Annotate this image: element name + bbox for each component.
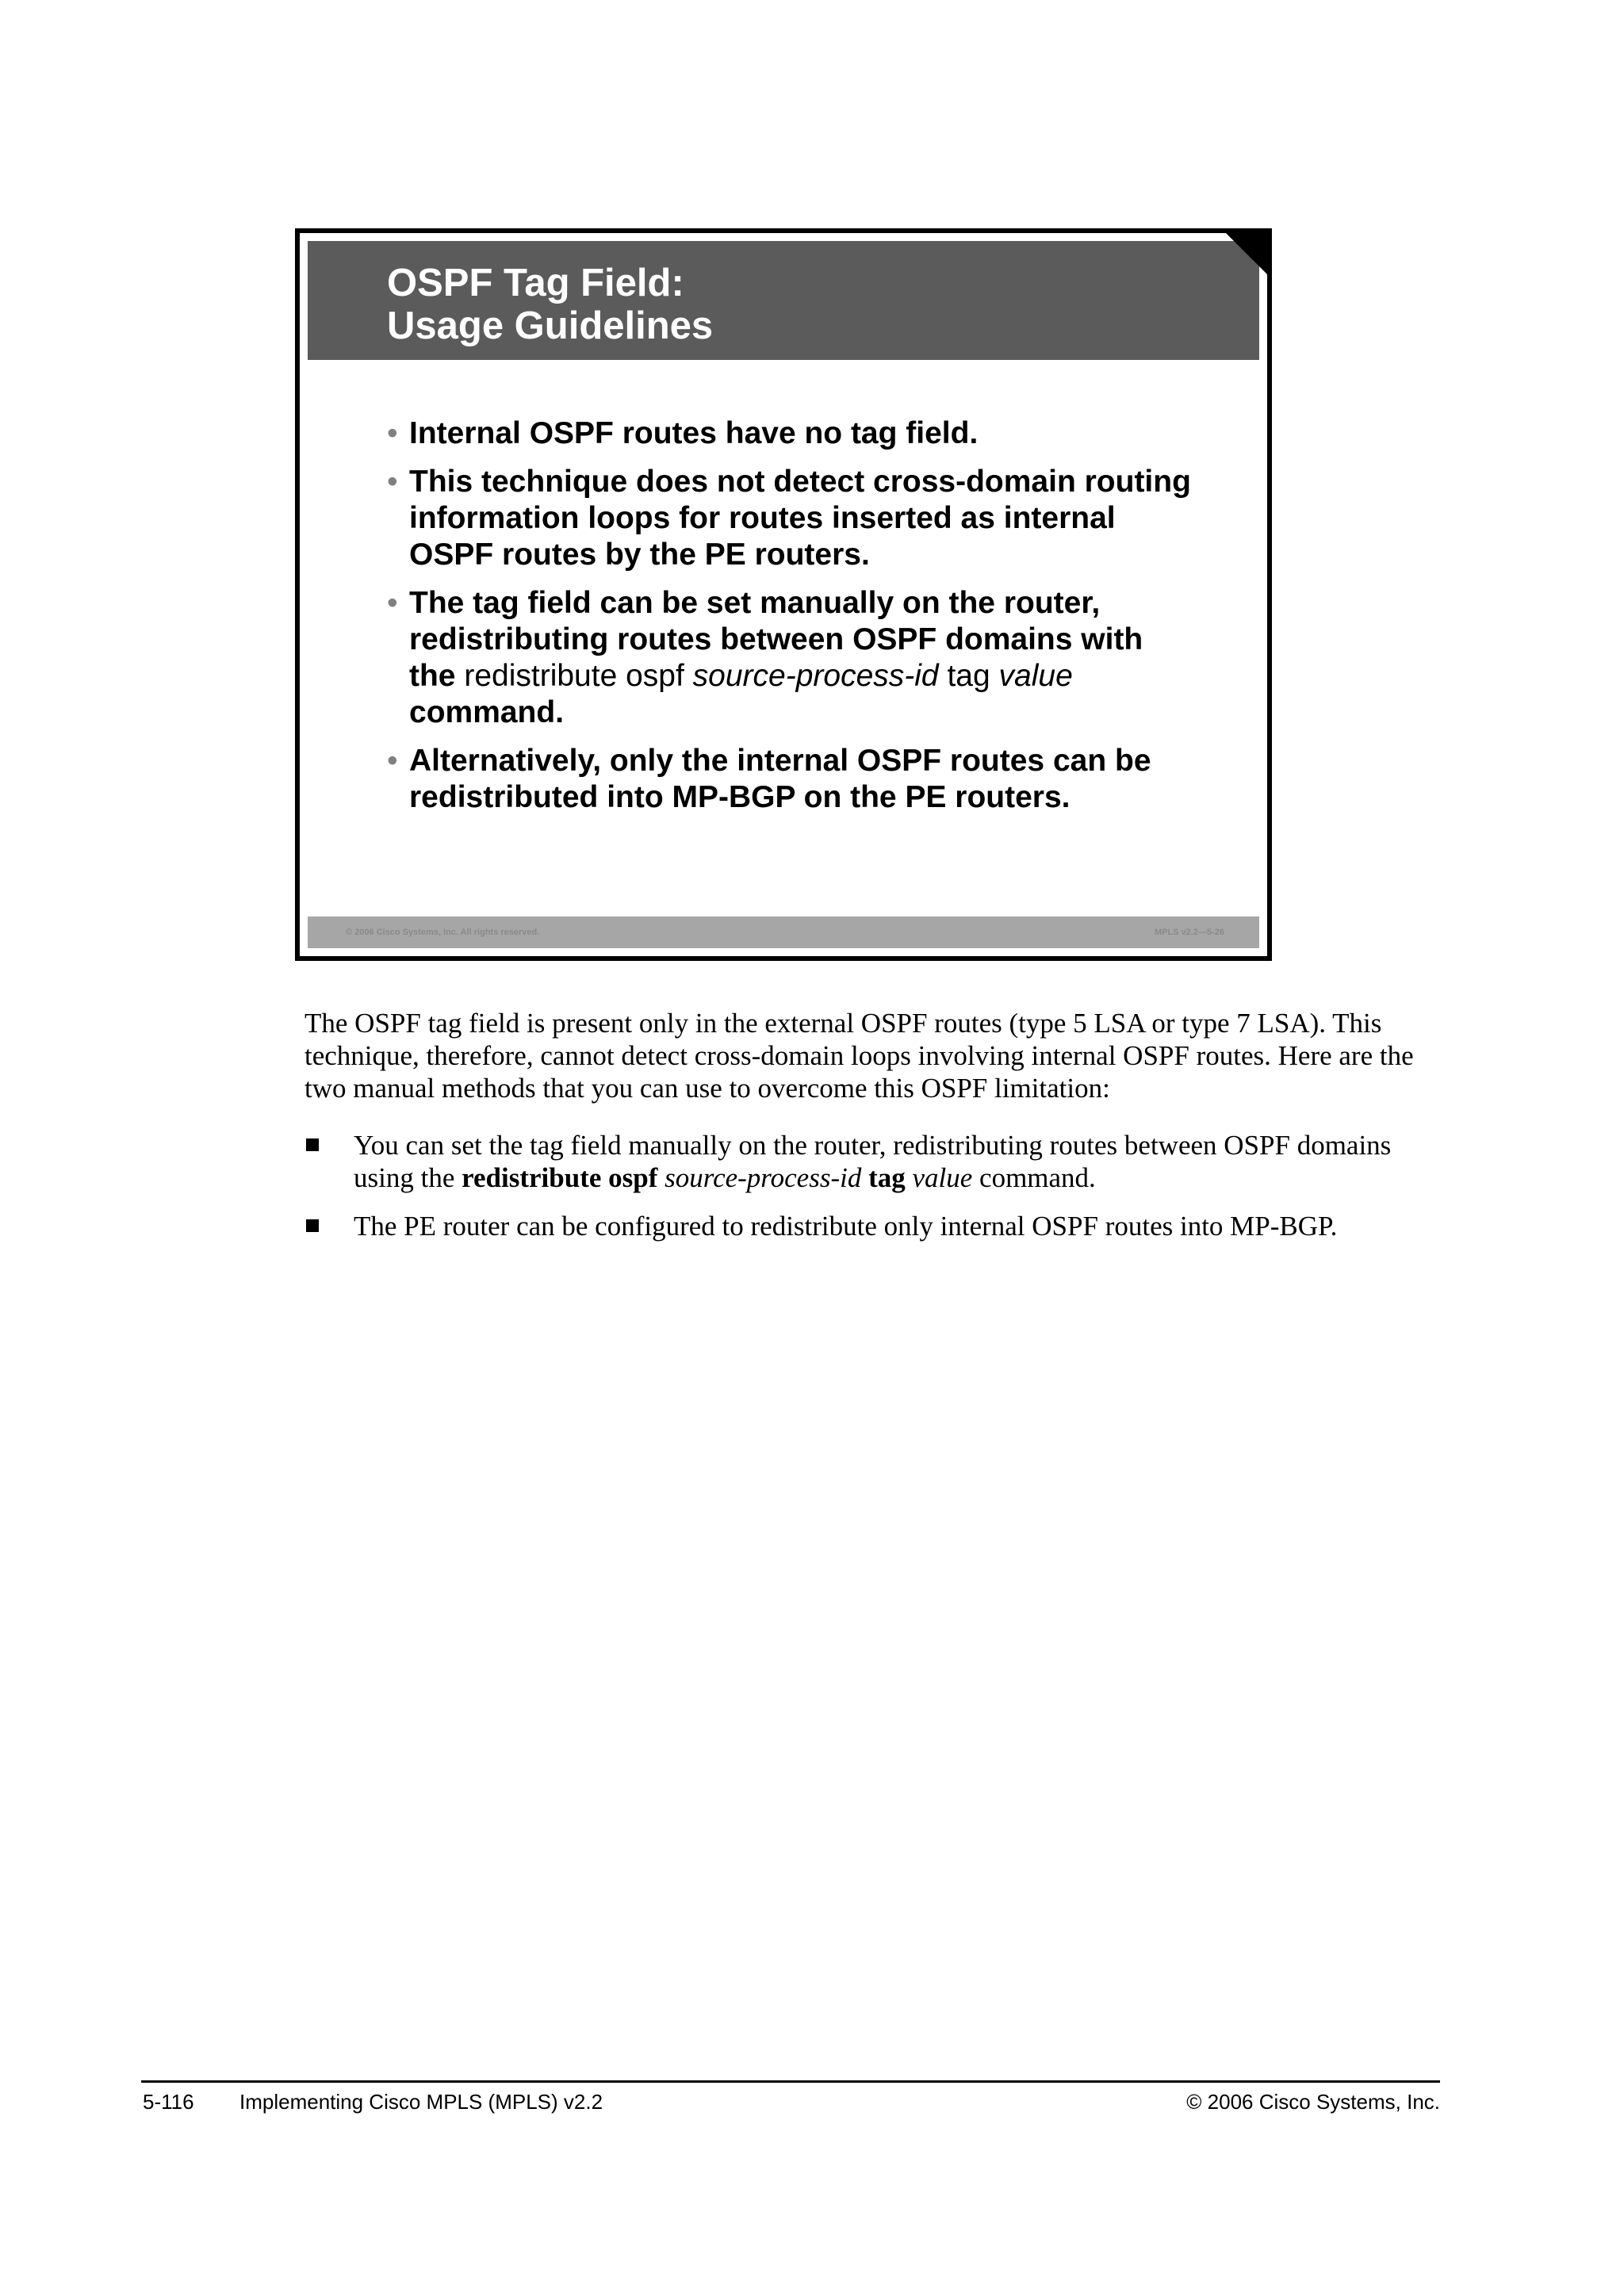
command-keyword: redistribute ospf [464,659,684,693]
slide-number: MPLS v2.2—5-26 [1154,928,1224,937]
slide-header [308,241,1259,360]
slide-bullet-4 [387,743,1196,816]
slide-title [387,262,713,347]
body-list-item-1 [304,1129,1446,1194]
body-text: command. [979,1162,1096,1193]
slide-bullet-text: command. [409,695,565,729]
command-keyword: redistribute ospf [462,1162,658,1193]
command-keyword: tag [947,659,990,693]
command-argument: value [998,659,1073,693]
slide-footer-bar [308,916,1259,948]
slide-corner-triangle [1226,233,1267,274]
command-argument: source-process-id [665,1162,862,1193]
body-paragraph: The OSPF tag field is present only in the external OSPF routes (type 5 LSA or type 7 LSA). This technique, therefore, cannot detect cross-domain loops involving internal OSPF routes. Here are the two manual methods that you can use to overcome this OSPF limitation: [304,1008,1414,1104]
slide-bullet-3 [387,585,1196,731]
slide-bullet-text: The tag field can be set manually on the router, redistributing routes between OSPF domains with the [409,586,1143,693]
body-list [304,1129,1446,1258]
slide-bullet-1 [387,415,1196,452]
body-list-item-2 [304,1210,1446,1242]
slide-bullet-text: This technique does not detect cross-domain routing information loops for routes inserted as internal OSPF routes by the PE routers. [409,465,1191,572]
slide-title-line-2: Usage Guidelines [387,304,714,347]
book-title: Implementing Cisco MPLS (MPLS) v2.2 [239,2090,603,2114]
body-text: The PE router can be configured to redistribute only internal OSPF routes into MP-BGP. [354,1211,1338,1242]
slide-bullet-text: Alternatively, only the internal OSPF routes can be redistributed into MP-BGP on the PE routers. [409,744,1151,814]
slide-copyright: © 2006 Cisco Systems, Inc. All rights reserved. [346,928,540,937]
command-argument: source-process-id [692,659,939,693]
bullet-dot-icon: • [387,416,398,450]
slide-frame [295,228,1272,961]
bullet-dot-icon: • [387,744,398,778]
command-keyword: tag [868,1162,906,1193]
footer-rule [141,2080,1440,2083]
square-bullet-icon [306,1138,319,1151]
body-text: You can set the tag field manually on the router, redistributing routes between OSPF domains using the [354,1130,1392,1193]
command-argument: value [912,1162,973,1193]
slide-bullet-list [387,415,1196,828]
page-copyright: © 2006 Cisco Systems, Inc. [1186,2090,1440,2114]
square-bullet-icon [306,1219,319,1232]
slide-bullet-2 [387,464,1196,573]
slide-title-line-1: OSPF Tag Field: [387,262,684,304]
bullet-dot-icon: • [387,465,398,499]
slide-bullet-text: Internal OSPF routes have no tag field. [409,416,979,450]
page-number: 5-116 [143,2090,194,2114]
bullet-dot-icon: • [387,586,398,620]
